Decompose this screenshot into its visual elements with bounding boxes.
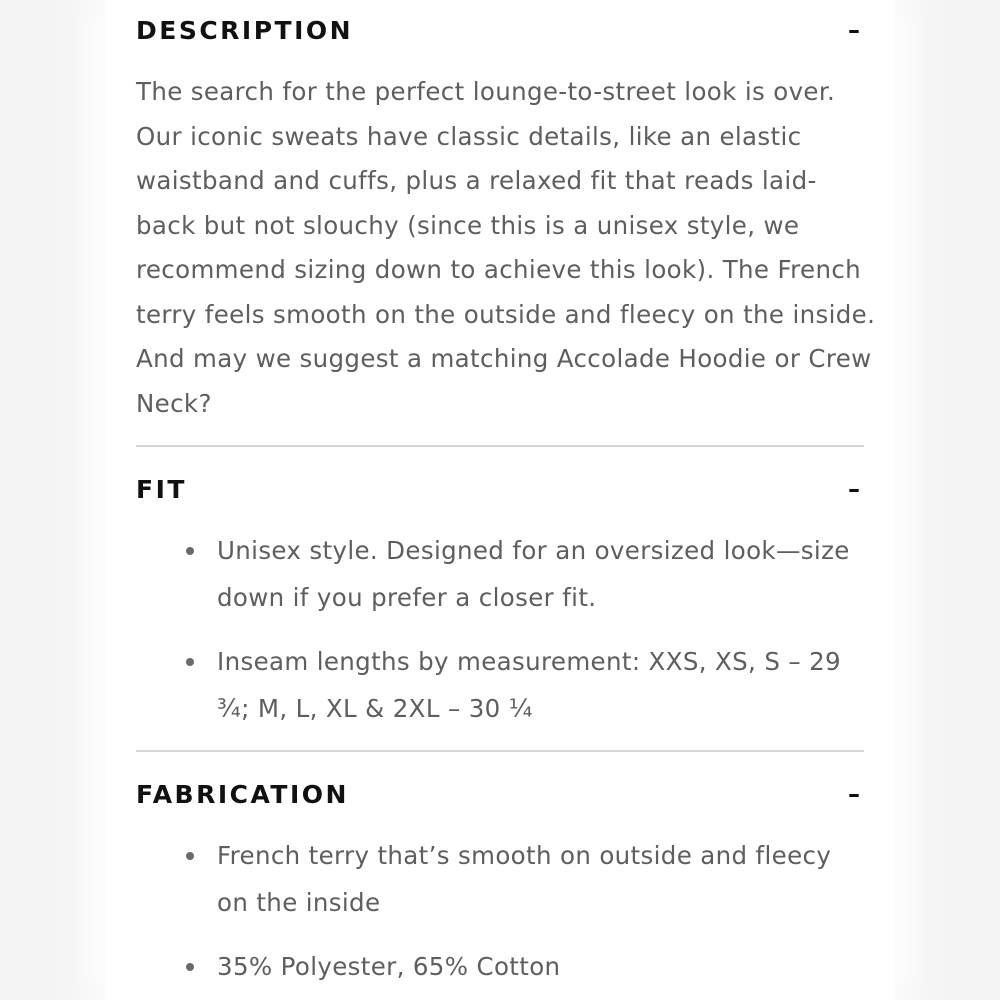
fabrication-header[interactable]: [136, 774, 864, 814]
bullet-dot-icon: [186, 852, 194, 860]
minus-icon[interactable]: –: [848, 475, 860, 503]
fabrication-list: [136, 833, 864, 991]
minus-icon[interactable]: –: [848, 16, 860, 44]
list-item-text: Inseam lengths by measurement: XXS, XS, S – 29 ¾; M, L, XL & 2XL – 30 ¼: [217, 647, 841, 723]
fabrication-title: FABRICATION: [136, 779, 349, 809]
list-item: [136, 528, 864, 621]
section-divider: [136, 445, 864, 447]
list-item-text: French terry that’s smooth on outside and fleecy on the inside: [217, 841, 832, 917]
description-body: The search for the perfect lounge-to-street look is over. Our iconic sweats have classic details, like an elastic waistband and cuffs, plus a relaxed fit that reads laid-back but not slouchy (since this is a unisex style, we recommend sizing down to achieve this look). The French terry feels smooth on the outside and fleecy on the inside. And may we suggest a matching Accolade Hoodie or Crew Neck?: [136, 77, 876, 418]
list-item-text: 35% Polyester, 65% Cotton: [217, 952, 561, 981]
product-details-panel: [106, 0, 894, 1000]
description-header[interactable]: [136, 10, 864, 50]
list-item: [136, 833, 864, 926]
list-item: [136, 944, 864, 991]
fit-header[interactable]: [136, 469, 864, 509]
section-divider: [136, 750, 864, 752]
list-item: [136, 639, 864, 732]
bullet-dot-icon: [186, 547, 194, 555]
description-title: DESCRIPTION: [136, 15, 354, 45]
minus-icon[interactable]: –: [848, 780, 860, 808]
fit-list: [136, 528, 864, 732]
bullet-dot-icon: [186, 963, 194, 971]
list-item-text: Unisex style. Designed for an oversized look—size down if you prefer a closer fit.: [217, 536, 850, 612]
fit-title: FIT: [136, 474, 187, 504]
bullet-dot-icon: [186, 658, 194, 666]
